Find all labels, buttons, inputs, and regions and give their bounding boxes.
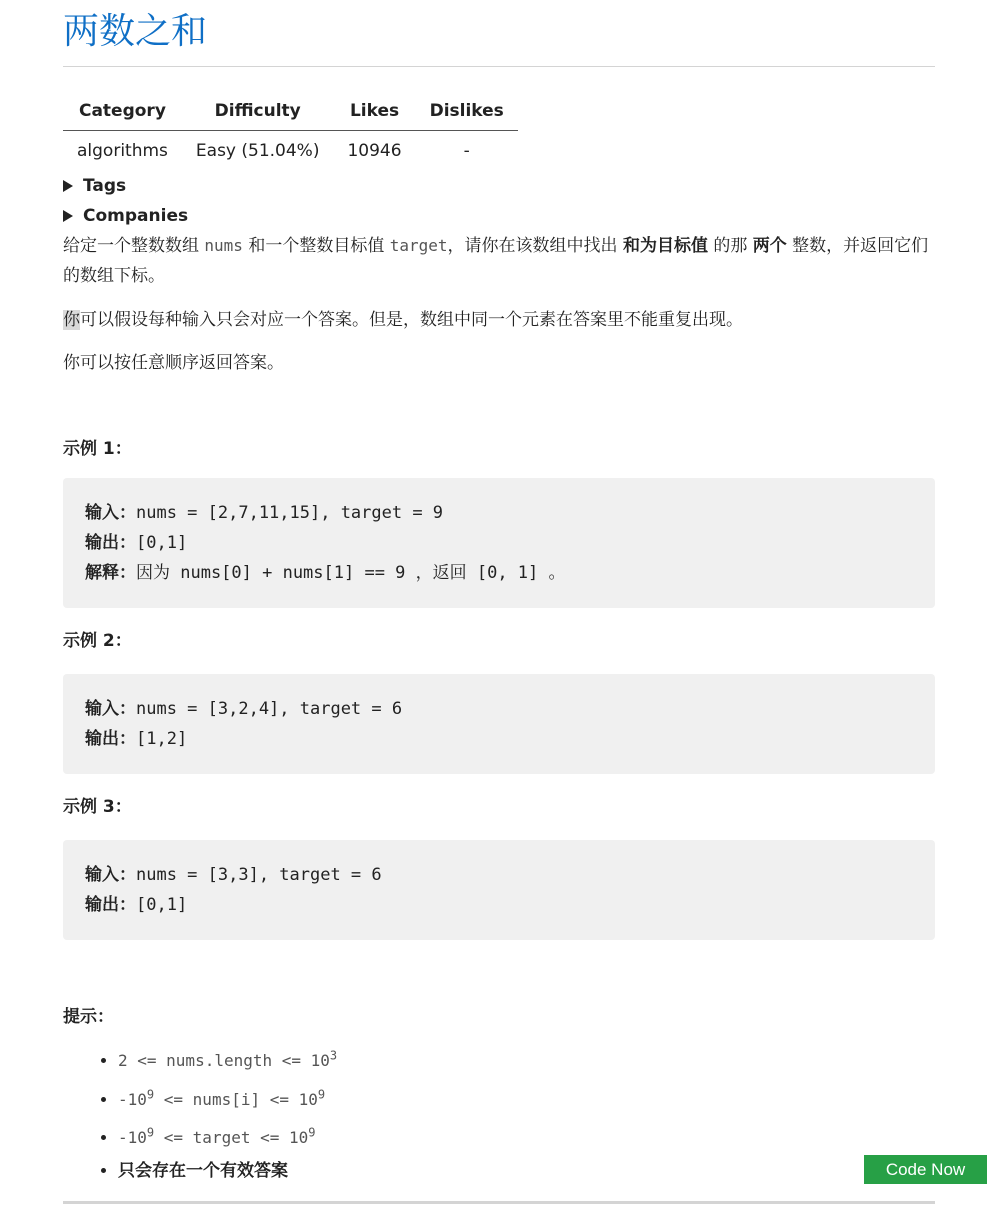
text-span: 给定一个整数数组 (63, 236, 205, 256)
meta-header-category: Category (63, 95, 182, 131)
page-title: 两数之和 (63, 0, 935, 67)
meta-difficulty: Easy (51.04%) (195, 141, 320, 161)
inline-code: target (389, 236, 448, 255)
example-3-title: 示例 3： (63, 797, 132, 817)
description-paragraph-3: 你可以按任意顺序返回答案。 (63, 353, 284, 373)
text-span: -10 (118, 1089, 147, 1109)
hints-list (63, 1040, 935, 1188)
example-2-block (63, 674, 935, 774)
input-label: 输入： (85, 865, 136, 885)
inline-code (118, 1087, 326, 1109)
list-item (118, 1078, 935, 1116)
triangle-right-icon (63, 180, 73, 192)
code-now-button[interactable]: Code Now (864, 1155, 987, 1184)
input-label: 输入： (85, 503, 136, 523)
meta-header-difficulty: Difficulty (182, 95, 334, 131)
superscript: 9 (146, 1087, 155, 1102)
example-2-title: 示例 2： (63, 631, 132, 651)
meta-likes: 10946 (347, 141, 402, 161)
text-span: -10 (118, 1127, 147, 1147)
output-label: 输出： (85, 729, 136, 749)
superscript: 3 (329, 1049, 338, 1063)
text-span: 可以假设每种输入只会对应一个答案。但是，数组中同一个元素在答案里不能重复出现。 (80, 310, 743, 330)
output-label: 输出： (85, 533, 136, 553)
text-span: 的那 (707, 236, 753, 256)
text-span: 2 <= nums.length <= 10 (118, 1051, 330, 1071)
text-span: <= nums[i] <= 10 (154, 1089, 318, 1109)
list-item (118, 1117, 935, 1155)
meta-header-likes: Likes (333, 95, 415, 131)
input-value: nums = [3,2,4], target = 6 (136, 699, 403, 719)
companies-toggle[interactable] (63, 201, 935, 231)
input-label: 输入： (85, 699, 136, 719)
hints-title: 提示： (63, 1007, 114, 1027)
meta-category: algorithms (77, 141, 168, 161)
output-value: [1,2] (136, 729, 188, 749)
input-value: nums = [3,3], target = 6 (136, 865, 382, 885)
output-value: [0,1] (136, 895, 188, 915)
text-span: ，请你在该数组中找出 (447, 236, 623, 256)
explain-value: 因为 nums[0] + nums[1] == 9 ，返回 [0, 1] 。 (136, 563, 566, 583)
details-section (63, 171, 935, 231)
description-paragraph-2 (63, 305, 935, 335)
input-value: nums = [2,7,11,15], target = 9 (136, 503, 444, 523)
text-span: 整数，并返回它们的数组下标。 (63, 236, 929, 286)
text-span: <= target <= 10 (154, 1127, 309, 1147)
text-selection-highlight: 你 (63, 310, 80, 330)
list-item (118, 1040, 935, 1078)
meta-value-row (63, 131, 518, 166)
meta-header-dislikes: Dislikes (416, 95, 518, 131)
problem-meta-table (63, 95, 518, 165)
example-1-block (63, 478, 935, 608)
companies-label: Companies (83, 206, 189, 226)
bottom-divider (63, 1201, 935, 1204)
explain-label: 解释： (85, 563, 136, 583)
output-label: 输出： (85, 895, 136, 915)
superscript: 9 (317, 1087, 326, 1102)
problem-content (63, 0, 935, 1188)
description-paragraph-1 (63, 231, 935, 291)
example-3-block (63, 840, 935, 940)
superscript: 9 (308, 1125, 316, 1140)
triangle-right-icon (63, 210, 73, 222)
bold-text: 两个 (752, 236, 787, 256)
output-value: [0,1] (136, 533, 188, 553)
text-span: 和一个整数目标值 (242, 236, 390, 256)
meta-dislikes: - (463, 141, 470, 161)
tags-toggle[interactable] (63, 171, 935, 201)
list-item (118, 1155, 935, 1188)
inline-code (118, 1125, 316, 1147)
inline-code: nums (204, 236, 243, 255)
example-1-title: 示例 1： (63, 439, 132, 459)
superscript: 9 (146, 1125, 155, 1140)
bold-text: 和为目标值 (622, 236, 708, 256)
inline-code (118, 1051, 337, 1070)
bold-text: 只会存在一个有效答案 (118, 1160, 288, 1181)
meta-header-row (63, 95, 518, 131)
tags-label: Tags (83, 176, 127, 196)
